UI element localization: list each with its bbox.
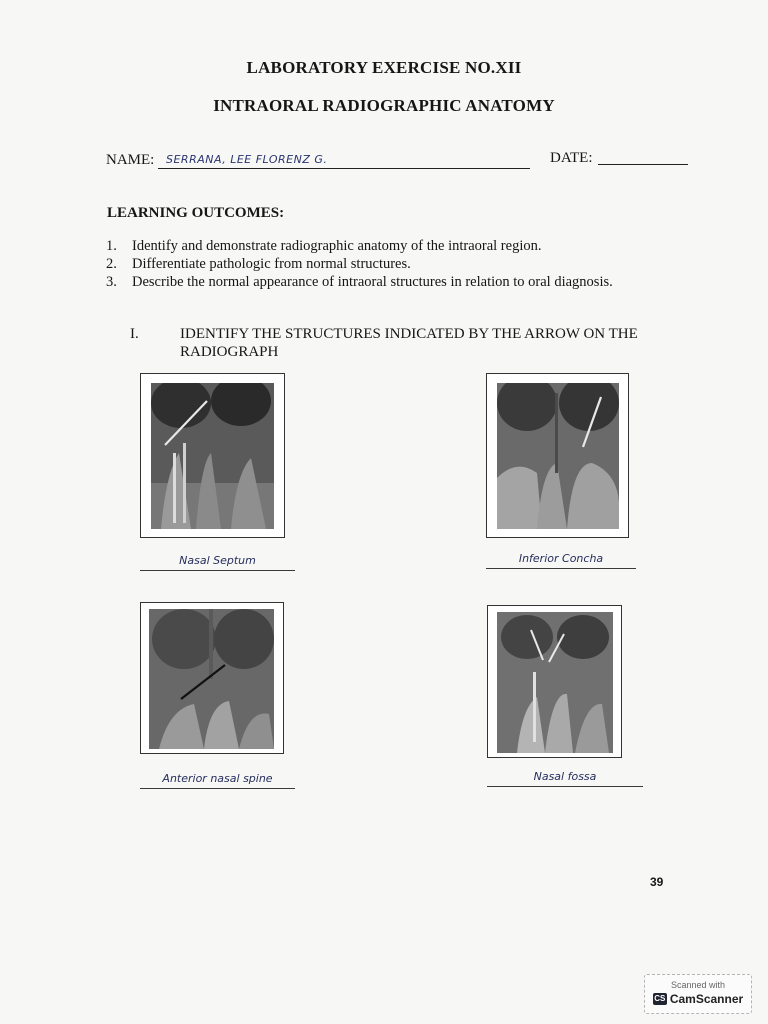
radiograph-frame-1 xyxy=(140,373,285,538)
learning-outcomes-heading: LEARNING OUTCOMES: xyxy=(107,205,285,221)
answer-4: Nasal fossa xyxy=(533,770,597,783)
radiograph-image-4 xyxy=(497,612,613,753)
item-number: 3. xyxy=(106,274,117,290)
radiograph-frame-2 xyxy=(486,373,629,538)
list-item xyxy=(106,255,706,273)
date-label: DATE: xyxy=(550,150,593,166)
scanner-name: CamScanner xyxy=(669,992,744,1006)
answer-line-4 xyxy=(487,768,643,787)
scanner-caption: Scanned with xyxy=(670,980,726,990)
camscanner-logo-icon: CS xyxy=(654,994,666,1003)
date-field xyxy=(598,146,688,165)
answer-line-3 xyxy=(140,770,295,789)
learning-outcomes-list xyxy=(106,237,706,291)
answer-3: Anterior nasal spine xyxy=(162,772,273,785)
scanner-brand xyxy=(645,992,751,1006)
item-number: 1. xyxy=(106,238,117,254)
name-field xyxy=(158,150,530,169)
item-text: Describe the normal appearance of intraoral structures in relation to oral diagnosis. xyxy=(132,274,613,290)
exercise-title: LABORATORY EXERCISE NO.XII xyxy=(246,58,522,77)
answer-line-1 xyxy=(140,552,295,571)
radiograph-image-3 xyxy=(149,609,274,749)
exercise-subtitle: INTRAORAL RADIOGRAPHIC ANATOMY xyxy=(213,96,555,115)
name-label: NAME: xyxy=(106,152,155,168)
list-item xyxy=(106,273,706,291)
item-text: Identify and demonstrate radiographic anatomy of the intraoral region. xyxy=(132,238,542,254)
section-title: IDENTIFY THE STRUCTURES INDICATED BY THE ARROW ON THE RADIOGRAPH xyxy=(180,326,638,360)
page-number: 39 xyxy=(650,875,664,889)
item-text: Differentiate pathologic from normal structures. xyxy=(132,256,411,272)
list-item xyxy=(106,237,706,255)
camscanner-watermark xyxy=(644,974,752,1014)
radiograph-frame-4 xyxy=(487,605,622,758)
section-numeral: I. xyxy=(130,326,139,342)
answer-2: Inferior Concha xyxy=(518,552,604,565)
answer-1: Nasal Septum xyxy=(179,554,256,567)
radiograph-frame-3 xyxy=(140,602,284,754)
item-number: 2. xyxy=(106,256,117,272)
radiograph-image-2 xyxy=(497,383,619,529)
radiograph-image-1 xyxy=(151,383,274,529)
answer-line-2 xyxy=(486,550,636,569)
name-value: SERRANA, LEE FLORENZ G. xyxy=(166,153,328,166)
